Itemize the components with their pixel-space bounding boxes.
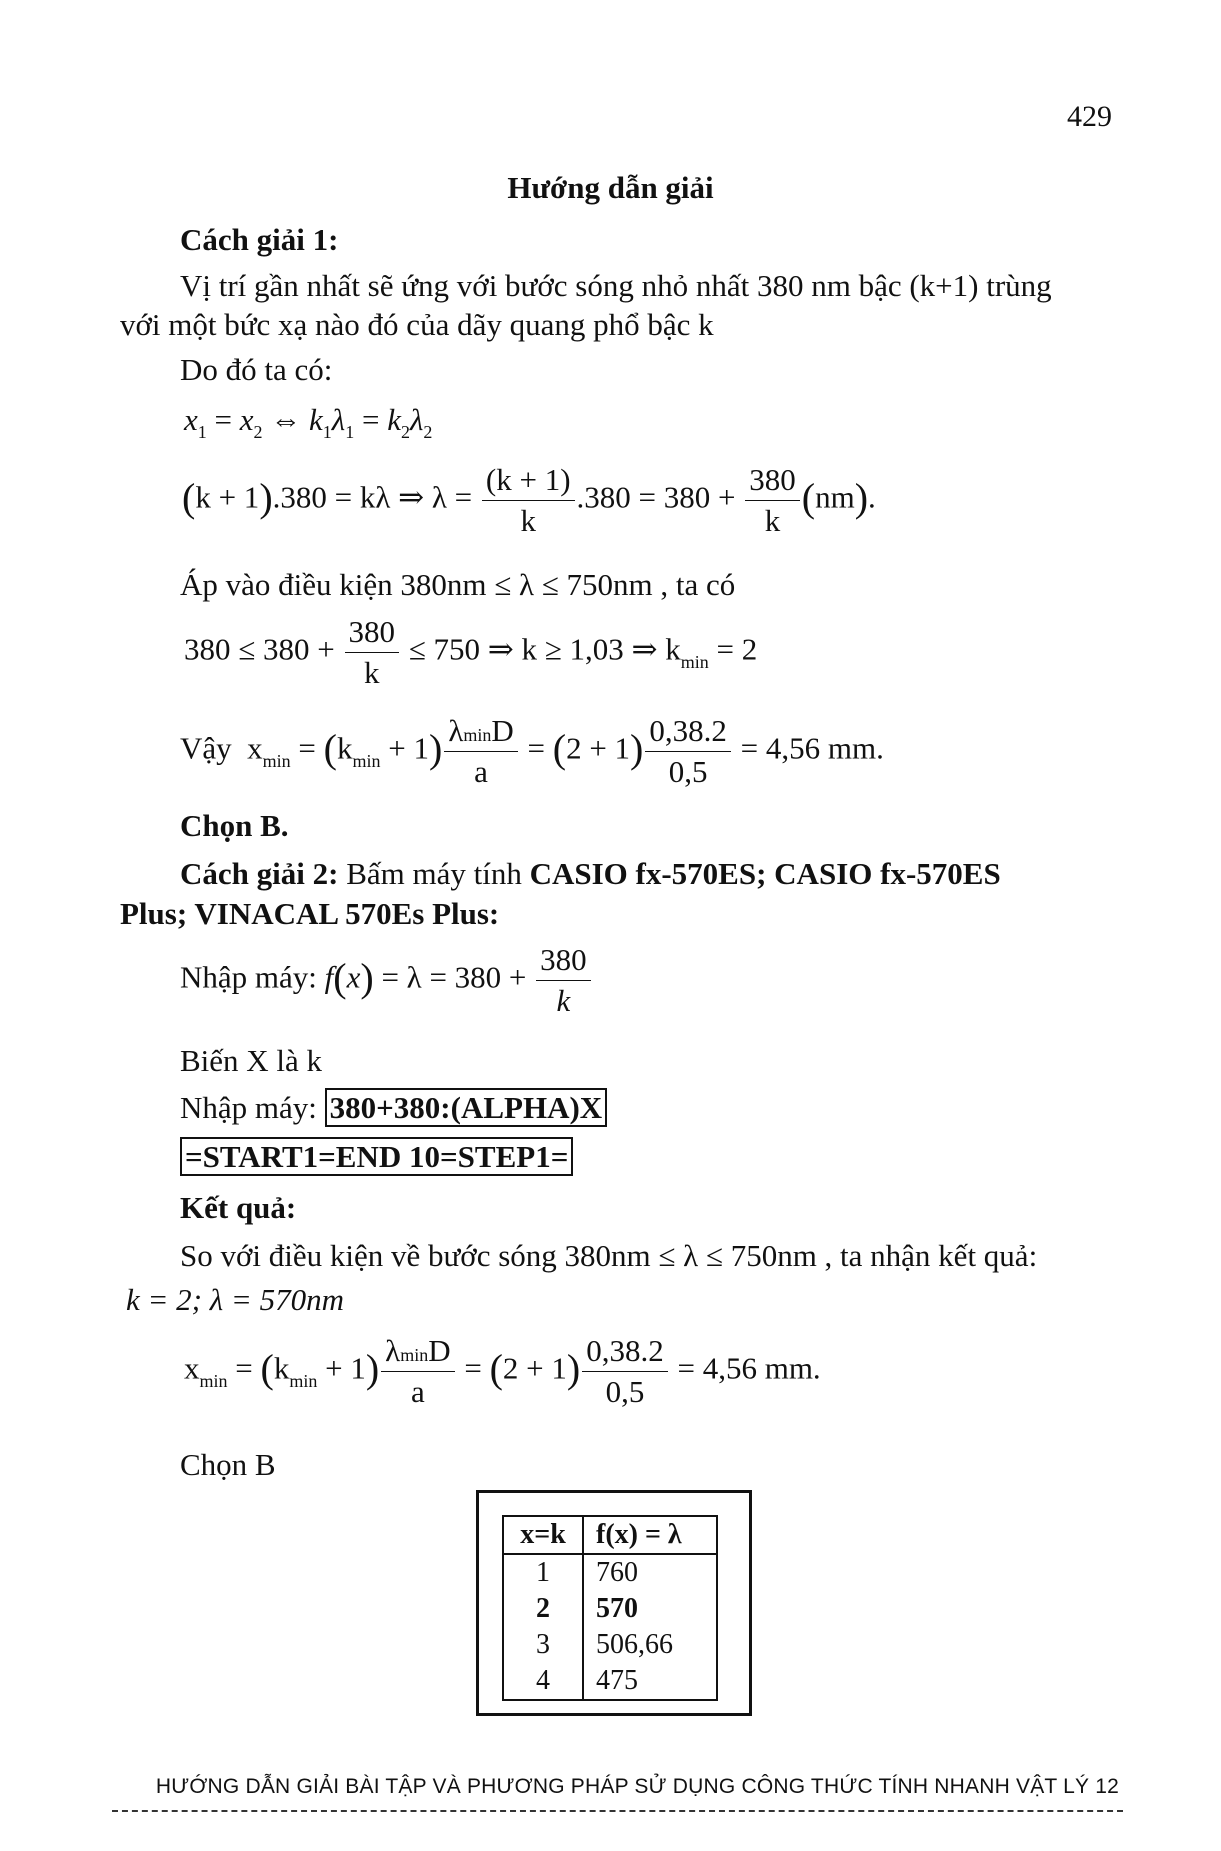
eq2-num2: 380 [745, 462, 800, 501]
xmin-num-D: D [491, 713, 514, 748]
table-cell-lambda: 475 [583, 1663, 717, 1700]
xmin-line-1: Vậy $x_{min} = (k_{min} + 1)$ $\frac{\lambda\min D}{a}$ = (2 + 1) $\frac{0,38.2}{0,5}$ = 4,56 mm. [180, 713, 884, 789]
xmin2-den: a [410, 1374, 425, 1409]
eq2-mid: .380 = 380 + [576, 479, 744, 515]
footer-dashed-rule [112, 1810, 1123, 1812]
fx-f: f [324, 959, 334, 995]
result-table [502, 1515, 718, 1701]
ineq-left: 380 ≤ 380 + [184, 631, 343, 667]
fx-den: k [556, 983, 571, 1018]
eq-x: x [184, 402, 198, 437]
xmin-num2: 0,38.2 [645, 713, 731, 752]
xmin2-fraction1 [381, 1333, 454, 1410]
xmin-sub: min [262, 750, 291, 771]
eq-sub1: 1 [197, 422, 207, 442]
key-sequence-1: 380+380:(ALPHA)X [325, 1088, 608, 1127]
page-number: 429 [1067, 100, 1112, 133]
xmin-num-lam: λ [448, 713, 464, 748]
method1-do-do: Do đó ta có: [180, 352, 333, 387]
eq-x2: x [239, 402, 254, 437]
equation-x1-x2 [184, 402, 433, 442]
xmin-result: = 4,56 mm. [732, 730, 884, 766]
xmin2-sub: min [199, 1370, 228, 1391]
ineq-num: 380 [345, 614, 400, 653]
eq-lambda1-sub: 1 [345, 422, 355, 442]
table-header-row [503, 1516, 717, 1554]
xmin-den: a [474, 754, 488, 789]
xmin2-eq2: = [456, 1350, 490, 1386]
eq2-den1: k [520, 503, 536, 538]
xmin2-num-lam: λ [385, 1333, 401, 1368]
ineq-fraction [345, 614, 400, 691]
table-row [503, 1591, 717, 1627]
xmin-fraction2 [645, 713, 731, 790]
method2-intro [180, 856, 1001, 892]
fx-fraction [536, 942, 591, 1019]
method1-paragraph-line2: với một bức xạ nào đó của dãy quang phổ bậc k [120, 307, 714, 342]
k-result-line: k = 2; λ = 570nm [126, 1282, 344, 1317]
table-cell-lambda: 760 [583, 1554, 717, 1591]
eq-lambda2: λ [409, 402, 424, 437]
xmin2-num-D: D [428, 1333, 451, 1368]
key-sequence-2: =START1=END 10=STEP1= [180, 1137, 573, 1176]
xmin-num-sub: min [463, 725, 492, 745]
method2-answer: Chọn B [180, 1447, 276, 1482]
xmin-fraction1 [444, 713, 517, 790]
method2-intro-line2: Plus; VINACAL 570Es Plus: [120, 896, 500, 931]
eq2-fraction1 [482, 462, 575, 539]
condition-line: Áp vào điều kiện 380nm ≤ λ ≤ 750nm , ta có [180, 567, 736, 602]
running-footer: HƯỚNG DẪN GIẢI BÀI TẬP VÀ PHƯƠNG PHÁP SỬ DỤNG CÔNG THỨC TÍNH NHANH VẬT LÝ 12 [155, 1775, 1119, 1798]
table-row [503, 1554, 717, 1591]
eq-lambda1: λ [331, 402, 346, 437]
table-header-fx: f(x) = λ [583, 1516, 717, 1554]
xmin2-k-sub: min [289, 1370, 318, 1391]
equation-lambda: (k + 1).380 = kλ ⇒ λ = $\frac{(k + 1)}{k}$ .380 = 380 + $\frac{380}{k}$ (nm). [182, 462, 876, 538]
bien-line: Biến X là k [180, 1043, 323, 1078]
eq2-end: . [868, 479, 876, 515]
method2-calculators: CASIO fx-570ES; CASIO fx-570ES [529, 856, 1001, 891]
method1-title: Cách giải 1: [180, 222, 339, 257]
table-row [503, 1627, 717, 1663]
eq-sub2: 2 [253, 422, 263, 442]
eq-k2: k [387, 402, 401, 437]
fx-num: 380 [536, 942, 591, 981]
ineq-end: = 2 [708, 631, 758, 667]
xmin2-num2: 0,38.2 [582, 1333, 668, 1372]
method1-paragraph-line1: Vị trí gần nhất sẽ ứng với bước sóng nhỏ nhất 380 nm bậc (k+1) trùng [180, 268, 1052, 303]
xmin2-x: x [184, 1350, 200, 1386]
eq2-left: .380 = kλ ⇒ λ = [272, 479, 480, 515]
xmin-den2: 0,5 [668, 754, 708, 789]
method1-answer: Chọn B. [180, 808, 289, 843]
xmin2-k: k [273, 1350, 290, 1386]
ineq-den: k [364, 655, 380, 690]
vay-label: Vậy [180, 730, 232, 766]
method2-title: Cách giải 2: [180, 856, 339, 891]
table-cell-k: 4 [503, 1663, 583, 1700]
fx-x: x [346, 959, 361, 995]
eq2-unit: nm [815, 479, 855, 515]
xmin2-result: = 4,56 mm. [669, 1350, 821, 1386]
xmin2-den2: 0,5 [605, 1374, 645, 1409]
table-cell-lambda: 506,66 [583, 1627, 717, 1663]
nhap-may-fx: Nhập máy: f(x) = λ = 380 + $\frac{380}{k}$ [180, 942, 593, 1019]
xmin2-fraction2 [582, 1333, 668, 1410]
fx-eq: = λ = 380 + [373, 959, 535, 995]
eq-k1-sub: 1 [322, 422, 332, 442]
table-header-xk: x=k [503, 1516, 583, 1554]
xmin-x: x [247, 730, 263, 766]
ineq-sub: min [680, 651, 709, 672]
xmin-two: 2 + 1 [566, 730, 631, 766]
xmin-eq2: = [519, 730, 553, 766]
xmin-line-2: $x_{min} = (k_{min} + 1)$ $\frac{\lambda\min D}{a}$ = (2 + 1) $\frac{0,38.2}{0,5}$ = 4,56 mm. [184, 1333, 821, 1409]
eq-iff: ⇔ [262, 402, 310, 437]
xmin2-eq: = [227, 1350, 261, 1386]
nhap-may-label: Nhập máy: [180, 959, 325, 995]
eq-lambda2-sub: 2 [423, 422, 433, 442]
result-table-frame [476, 1490, 752, 1716]
inequality-line [184, 614, 757, 691]
eq2-den2: k [764, 503, 781, 538]
table-cell-k: 2 [503, 1591, 583, 1627]
key-sequence-2-line [180, 1139, 573, 1175]
xmin-k: k [336, 730, 353, 766]
xmin2-num-sub: min [400, 1345, 429, 1365]
eq-k2-sub: 2 [400, 422, 410, 442]
table-cell-k: 3 [503, 1627, 583, 1663]
table-cell-lambda: 570 [583, 1591, 717, 1627]
xmin-k-sub: min [352, 750, 381, 771]
table-cell-k: 1 [503, 1554, 583, 1591]
nhap-may-keys [180, 1090, 607, 1126]
ineq-right: ≤ 750 ⇒ k ≥ 1,03 ⇒ k [401, 631, 681, 667]
eq2-fraction2 [745, 462, 800, 539]
nhap-may-label2: Nhập máy: [180, 1090, 325, 1125]
method2-intro-text: Bấm máy tính [338, 856, 530, 891]
eq-equals: = [206, 402, 240, 437]
eq2-num1: (k + 1) [482, 462, 575, 501]
table-row [503, 1663, 717, 1700]
so-voi-line: So với điều kiện về bước sóng 380nm ≤ λ ≤ 750nm , ta nhận kết quả: [180, 1238, 1038, 1273]
eq-equals2: = [354, 402, 388, 437]
xmin2-two: 2 + 1 [502, 1350, 567, 1386]
xmin-plus: + 1 [380, 730, 429, 766]
xmin2-plus: + 1 [317, 1350, 366, 1386]
page-heading: Hướng dẫn giải [507, 170, 714, 205]
xmin-eq: = [290, 730, 324, 766]
eq-k1: k [309, 402, 323, 437]
ket-qua-label: Kết quả: [180, 1190, 297, 1225]
